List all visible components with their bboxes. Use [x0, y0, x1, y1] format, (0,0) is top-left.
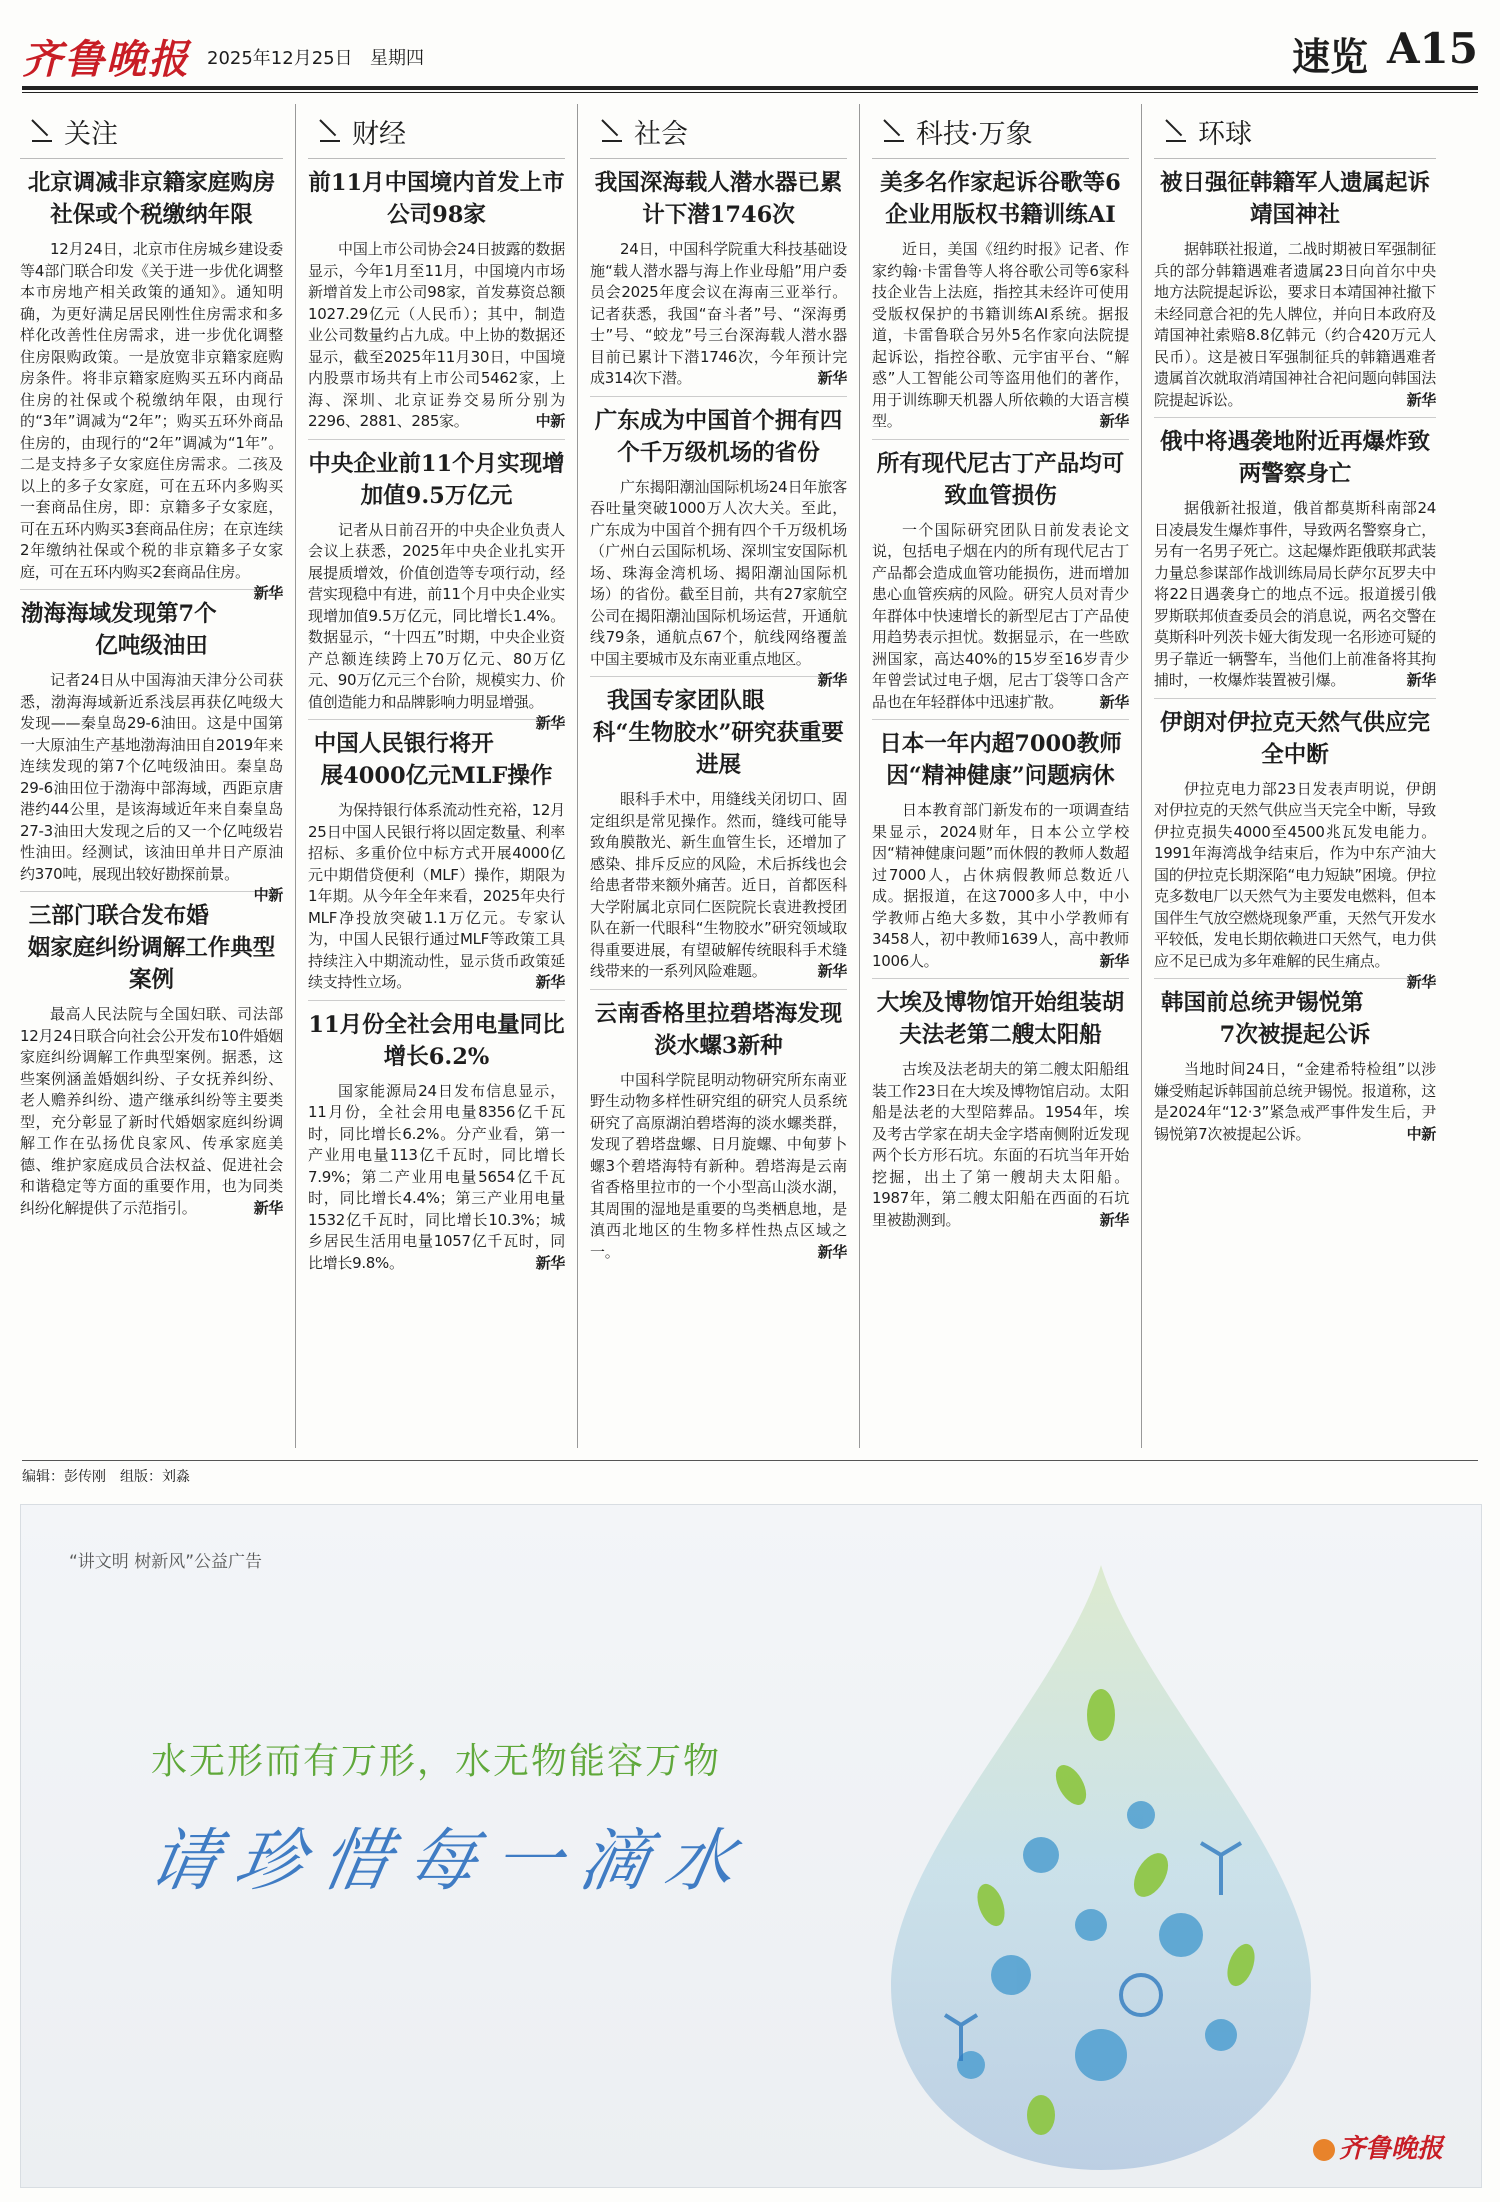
columns: [14, 104, 1486, 1454]
article-title: 美多名作家起诉谷歌等6企业用版权书籍训练AI: [880, 170, 1121, 228]
article: [590, 405, 847, 689]
article-title: 我国专家团队眼科“生物胶水”研究获重要进展: [593, 688, 844, 778]
sun-icon: [1313, 2139, 1335, 2161]
article-text: 当地时间24日，“金建希特检组”以涉嫌受贿起诉韩国前总统尹锡悦。报道称，这是2024年“12·3”紧急戒严事件发生后，尹锡悦第7次被提起公诉。: [1154, 1060, 1436, 1143]
article: [1154, 707, 1436, 991]
public-service-ad: [20, 1504, 1482, 2188]
article-source: 新华: [1406, 671, 1436, 689]
article-title: 大埃及博物馆开始组装胡夫法老第二艘太阳船: [876, 990, 1125, 1048]
article-title: 伊朗对伊拉克天然气供应完全中断: [1159, 709, 1430, 768]
article-text: 记者24日从中国海油天津分公司获悉，渤海海域新近系浅层再获亿吨级大发现——秦皇岛29-6油田。这是中国第一大原油生产基地渤海油田自2019年来连续发现的第7个亿吨级油田。秦皇岛29-6油田位于渤海中部海域，西距京唐港约44公里，是该海域近年来自秦皇岛27-3油田大发现之后的又一个亿吨级岩性油田。经测试，该油田单井日产原油约370吨，展现出较好勘探前景。: [20, 671, 283, 883]
article-body: [872, 239, 1129, 433]
column-0: [14, 104, 296, 1448]
article-text: 为保持银行体系流动性充裕，12月25日中国人民银行将以固定数量、利率招标、多重价位中标方式开展4000亿元中期借贷便利（MLF）操作，期限为1年期。从今年全年来看，2025年央行MLF净投放突破1.1万亿元。专家认为，中国人民银行通过MLF等政策工具持续注入中期流动性，显示货币政策延续支持性立场。: [308, 801, 565, 991]
ad-logo: [1313, 2128, 1443, 2165]
article-source: 新华: [253, 1198, 283, 1217]
article-body: [590, 477, 847, 689]
article-title: 11月份全社会用电量同比增长6.2%: [308, 1011, 565, 1070]
article-text: 中国上市公司协会24日披露的数据显示，今年1月至11月，中国境内市场新增首发上市公司98家，首发募资总额1027.29亿元（人民币）；其中，制造业公司数量约占九成。中上协的数据还显示，截至2025年11月30日，中国境内股票市场共有上市公司5462家，上海、深圳、北京证券交易所分别为2296、2881、285家。: [308, 240, 565, 430]
arrow-icon: [880, 118, 906, 144]
issue-weekday: 星期四: [370, 48, 424, 69]
article-source: 新华: [1099, 951, 1129, 970]
article: [872, 987, 1129, 1237]
column-head: [872, 104, 1129, 159]
column-head-label: 关注: [64, 118, 118, 150]
article-source: 中新: [535, 412, 565, 430]
article-source: 新华: [817, 962, 847, 980]
article-body: [590, 239, 847, 390]
article-title: 所有现代尼古丁产品均可致血管损伤: [876, 450, 1125, 509]
article-source: 中新: [1406, 1124, 1436, 1143]
column-3: [860, 104, 1142, 1448]
article-text: 据韩联社报道，二战时期被日军强制征兵的部分韩籍遇难者遗属23日向首尔中央地方法院提起诉讼，要求日本靖国神社撤下未经同意合祀的先人牌位，并向日本政府及靖国神社索赔8.8亿韩元（约合420万元人民币）。这是被日军强制征兵的韩籍遇难者遗属首次就取消靖国神社合祀问题向韩国法院提起诉讼。: [1154, 240, 1436, 409]
article-text: 24日，中国科学院重大科技基础设施“载人潜水器与海上作业母船”用户委员会2025年度会议在海南三亚举行。记者获悉，我国“奋斗者”号、“深海勇士”号、“蛟龙”号三台深海载人潜水器目前已累计下潜1746次，今年预计完成314次下潜。: [590, 240, 847, 387]
article-title: 日本一年内超7000教师因“精神健康”问题病休: [879, 731, 1122, 789]
article-source: 新华: [535, 1253, 565, 1272]
article-body: [590, 1070, 847, 1264]
article: [1154, 426, 1436, 699]
article-source: 新华: [1099, 1210, 1129, 1229]
article-source: 新华: [535, 973, 565, 991]
water-drop-illustration: [841, 1555, 1361, 2185]
article-body: [20, 239, 283, 602]
article-title: 韩国前总统尹锡悦第7次被提起公诉: [1161, 990, 1371, 1048]
article: [590, 167, 847, 397]
page-number: A15: [1386, 24, 1478, 73]
column-head-label: 财经: [352, 118, 406, 150]
article-source: 新华: [1406, 390, 1436, 409]
article: [308, 1009, 565, 1281]
article-text: 近日，美国《纽约时报》记者、作家约翰·卡雷鲁等人将谷歌公司等6家科技企业告上法庭，指控其未经许可使用受版权保护的书籍训练AI系统。据报道，卡雷鲁联合另外5名作家向法院提起诉讼，指控谷歌、元宇宙平台、“解惑”人工智能公司等盗用他们的著作，用于训练聊天机器人所依赖的大语言模型。: [872, 240, 1129, 430]
editor-credit: 编辑：彭传刚 组版：刘淼: [22, 1469, 190, 1485]
article-body: [308, 800, 565, 994]
article-source: 新华: [817, 369, 847, 387]
article-text: 广东揭阳潮汕国际机场24日年旅客吞吐量突破1000万人次大关。至此，广东成为中国首个拥有四个千万级机场（广州白云国际机场、深圳宝安国际机场、珠海金湾机场、揭阳潮汕国际机场）的省份。截至目前，共有27家航空公司在揭阳潮汕国际机场运营，开通航线79条，通航点67个，航线网络覆盖中国主要城市及东南亚重点地区。: [590, 477, 847, 668]
article-body: [1154, 498, 1436, 692]
article-text: 最高人民法院与全国妇联、司法部12月24日联合向社会公开发布10件婚姻家庭纠纷调解工作典型案例。据悉，这些案例涵盖婚姻纠纷、子女抚养纠纷、老人赡养纠纷、遗产继承纠纷等主要类型，充分彰显了新时代婚姻家庭纠纷调解工作在弘扬优良家风、传承家庭美德、维护家庭成员合法权益、促进社会和谐稳定等方面的重要作用，也为同类纠纷化解提供了示范指引。: [20, 1005, 283, 1217]
article: [20, 598, 283, 904]
article-body: [590, 789, 847, 983]
article-body: [1154, 1059, 1436, 1145]
ad-slogan: 水无形而有万形，水无物能容万物: [151, 1741, 722, 1782]
article-text: 中国科学院昆明动物研究所东南亚野生动物多样性研究组的研究人员系统研究了高原湖泊碧塔海的淡水螺类群，发现了碧塔盘螺、日月旋螺、中甸萝卜螺3个碧塔海特有新种。碧塔海是云南省香格里拉市的一个小型高山淡水湖，其周围的湿地是重要的鸟类栖息地，是滇西北地区的生物多样性热点区域之一。: [590, 1070, 847, 1261]
article-text: 据俄新社报道，俄首都莫斯科南部24日凌晨发生爆炸事件，导致两名警察身亡，另有一名男子死亡。这起爆炸距俄联邦武装力量总参谋部作战训练局局长萨尔瓦罗夫中将22日遇袭身亡的地点不远。报道援引俄罗斯联邦侦查委员会的消息说，两名交警在莫斯科叶列茨卡娅大街发现一名形迹可疑的男子靠近一辆警车，当他们上前准备将其拘捕时，一枚爆炸装置被引爆。: [1154, 499, 1436, 689]
article-text: 伊拉克电力部23日发表声明说，伊朗对伊拉克的天然气供应当天完全中断，导致伊拉克损失4000至4500兆瓦发电能力。1991年海湾战争结束后，作为中东产油大国的伊拉克长期深陷“电力短缺”困境。伊拉克多数电厂以天然气为主要发电燃料，但本国伴生气放空燃烧现象严重，天然气开发水平较低，发电长期依赖进口天然气，电力供应不足已成为多年难解的民生痛点。: [1154, 779, 1436, 970]
column-head: [20, 104, 283, 159]
column-head: [308, 104, 565, 159]
article: [308, 167, 565, 440]
article-text: 眼科手术中，用缝线关闭切口、固定组织是常见操作。然而，缝线可能导致角膜散光、新生血管生长，还增加了感染、排斥反应的风险，术后拆线也会给患者带来额外痛苦。近日，首都医科大学附属北京同仁医院院长袁进教授团队在新一代眼科“生物胶水”研究领域取得重要进展，有望破解传统眼科手术缝线带来的一系列风险难题。: [590, 790, 847, 980]
article-title: 俄中将遇袭地附近再爆炸致两警察身亡: [1159, 429, 1430, 487]
article-body: [308, 239, 565, 433]
article: [590, 685, 847, 990]
article-source: 中新: [253, 886, 283, 904]
article: [872, 728, 1129, 979]
article: [1154, 167, 1436, 418]
arrow-icon: [316, 118, 342, 144]
ad-logo-text: 齐鲁晚报: [1338, 2134, 1443, 2164]
article-body: [20, 670, 283, 904]
article-text: 12月24日，北京市住房城乡建设委等4部门联合印发《关于进一步优化调整本市房地产相关政策的通知》。通知明确，为更好满足居民刚性住房需求和多样化改善性住房需求，进一步优化调整住房限购政策。一是放宽非京籍家庭购房条件。将非京籍家庭购买五环内商品住房的社保或个税缴纳年限，由现行的“3年”调减为“2年”；购买五环外商品住房的，由现行的“2年”调减为“1年”。二是支持多子女家庭住房需求。二孩及以上的多子女家庭，可在五环内多购买一套商品住房，即：京籍多子女家庭，可在五环内购买3套商品住房；在京连续2年缴纳社保或个税的非京籍多子女家庭，可在五环内购买2套商品住房。: [20, 240, 283, 581]
article: [20, 900, 283, 1225]
section-title: 速览: [1291, 34, 1368, 79]
article-title: 北京调减非京籍家庭购房社保或个税缴纳年限: [27, 170, 276, 228]
article-source: 新华: [253, 584, 283, 602]
article-source: 新华: [1099, 692, 1129, 711]
article-body: [308, 1081, 565, 1275]
arrow-icon: [1162, 118, 1188, 144]
article-title: 三部门联合发布婚姻家庭纠纷调解工作典型案例: [27, 903, 276, 993]
article: [872, 448, 1129, 721]
article-text: 记者从日前召开的中央企业负责人会议上获悉，2025年中央企业扎实开展提质增效，价值创造等专项行动，经营实现稳中有进，前11个月中央企业实现增加值9.5万亿元，同比增长1.4%。数据显示，“十四五”时期，中央企业资产总额连续跨上70万亿元、80万亿元、90万亿元三个台阶，规模实力、价值创造能力和品牌影响力明显增强。: [308, 520, 565, 711]
article: [872, 167, 1129, 440]
article-title: 被日强征韩籍军人遗属起诉靖国神社: [1159, 170, 1430, 228]
article-text: 日本教育部门新发布的一项调查结果显示，2024财年，日本公立学校因“精神健康问题”而休假的教师人数超过7000人，占休病假教师总数近八成。据报道，在这7000多人中，中小学教师占绝大多数，其中小学教师有3458人，初中教师1639人，高中教师1006人。: [872, 801, 1129, 970]
article: [308, 448, 565, 732]
article: [590, 998, 847, 1270]
article-text: 国家能源局24日发布信息显示，11月份，全社会用电量8356亿千瓦时，同比增长6.2%。分产业看，第一产业用电量113亿千瓦时，同比增长7.9%；第二产业用电量5654亿千瓦时，同比增长4.4%；第三产业用电量1532亿千瓦时，同比增长10.3%；城乡居民生活用电量1057亿千瓦时，同比增长9.8%。: [308, 1081, 565, 1272]
article-title: 前11月中国境内首发上市公司98家: [308, 170, 565, 228]
article-source: 新华: [817, 671, 847, 689]
article-body: [1154, 779, 1436, 991]
article-source: 新华: [1406, 973, 1436, 991]
article-body: [1154, 239, 1436, 411]
footer-rule: [22, 1460, 1478, 1461]
article-body: [308, 520, 565, 732]
column-head-label: 科技·万象: [916, 118, 1033, 150]
article-body: [20, 1004, 283, 1219]
article-title: 我国深海载人潜水器已累计下潜1746次: [594, 170, 843, 228]
article-body: [872, 800, 1129, 972]
newspaper-logo: 齐鲁晚报: [22, 36, 190, 83]
masthead-rule-thin: [22, 92, 1478, 93]
ad-tag: “讲文明 树新风”公益广告: [69, 1552, 263, 1572]
article-source: 新华: [1099, 412, 1129, 430]
arrow-icon: [28, 118, 54, 144]
article: [1154, 987, 1436, 1151]
article: [20, 167, 283, 602]
article-source: 新华: [817, 1242, 847, 1261]
issue-date: 2025年12月25日: [207, 48, 353, 69]
article-body: [872, 520, 1129, 714]
article-title: 中国人民银行将开展4000亿元MLF操作: [313, 731, 553, 789]
column-2: [578, 104, 860, 1448]
column-head-label: 环球: [1198, 118, 1252, 150]
article-title: 中央企业前11个月实现增加值9.5万亿元: [308, 450, 565, 509]
column-4: [1142, 104, 1448, 1448]
column-head: [590, 104, 847, 159]
article-title: 渤海海域发现第7个亿吨级油田: [20, 601, 217, 659]
article-body: [872, 1059, 1129, 1231]
article-title: 云南香格里拉碧塔海发现淡水螺3新种: [594, 1000, 843, 1059]
column-head: [1154, 104, 1436, 159]
arrow-icon: [598, 118, 624, 144]
ad-calligraphy: 请珍惜每一滴水: [142, 1822, 759, 1901]
column-1: [296, 104, 578, 1448]
masthead: [22, 14, 1478, 84]
article-title: 广东成为中国首个拥有四个千万级机场的省份: [594, 407, 843, 466]
masthead-rule: [22, 86, 1478, 90]
article-text: 一个国际研究团队日前发表论文说，包括电子烟在内的所有现代尼古丁产品都会造成血管功能损伤，进而增加患心血管疾病的风险。研究人员对青少年群体中快速增长的新型尼古丁产品使用趋势表示担忧。数据显示，在一些欧洲国家，高达40%的15岁至16岁青少年曾尝试过电子烟，尼古丁袋等口含产品也在年轻群体中迅速扩散。: [872, 520, 1129, 711]
article-text: 古埃及法老胡夫的第二艘太阳船组装工作23日在大埃及博物馆启动。太阳船是法老的大型陪葬品。1954年，埃及考古学家在胡夫金字塔南侧附近发现两个长方形石坑。东面的石坑当年开始挖掘，出土了第一艘胡夫太阳船。1987年，第二艘太阳船在西面的石坑里被勘测到。: [872, 1060, 1129, 1229]
article: [308, 728, 565, 1001]
column-head-label: 社会: [634, 118, 688, 150]
article-source: 新华: [535, 714, 565, 732]
